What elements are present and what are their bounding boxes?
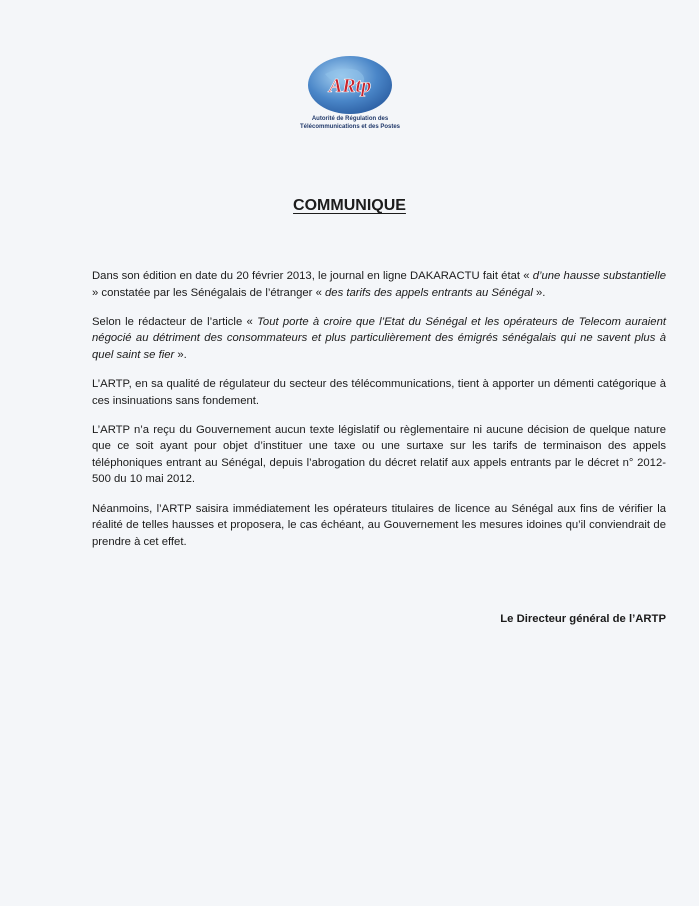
signature: Le Directeur général de l’ARTP — [500, 613, 666, 625]
globe-logo-icon — [305, 54, 395, 116]
paragraph-5: Néanmoins, l’ARTP saisira immédiatement les opérateurs titulaires de licence au Sénégal aux fins de vérifier la réalité de telles hausses et proposera, le cas échéant, au Gouvernement les mesures idoines qu’il conviendrait de prendre à cet effet. — [92, 502, 666, 548]
paragraph-1 — [92, 268, 666, 301]
p1-quote-1: d’une hausse substantielle — [532, 270, 666, 282]
paragraph-3: L’ARTP, en sa qualité de régulateur du secteur des télécommunications, tient à apporter un démenti catégorique à ces insinuations sans fondement. — [92, 377, 666, 407]
p2-text-c: ». — [174, 348, 187, 361]
p1-text-a: Dans son édition en date du 20 février 2013, le journal en ligne DAKARACTU fait état « — [92, 270, 533, 282]
p2-text-a: Selon le rédacteur de l’article « — [92, 315, 258, 328]
logo-caption-line2: Télécommunications et des Postes — [299, 124, 401, 130]
logo-caption — [285, 115, 415, 131]
document-title — [0, 197, 699, 215]
p1-text-e: ». — [532, 286, 546, 299]
p1-text-c: » constatée par les Sénégalais de l’étranger « — [92, 286, 325, 299]
document-body — [92, 268, 666, 563]
paragraph-4: L’ARTP n’a reçu du Gouvernement aucun texte législatif ou règlementaire ni aucune décision de quelque nature que ce soit ayant pour objet d’instituer une taxe ou une surtaxe sur les tarifs de terminaison des appels téléphoniques entrant au Sénégal, depuis l’abrogation du décret relatif aux appels entrants par le décret n° 2012-500 du 10 mai 2012. — [92, 423, 666, 486]
svg-text:ARtp: ARtp — [328, 75, 372, 97]
p1-quote-2: des tarifs des appels entrants au Sénégal — [325, 286, 533, 299]
logo-caption-line1: Autorité de Régulation des — [311, 116, 389, 122]
p2-quote: Tout porte à croire que l’Etat du Sénégal et les opérateurs de Telecom auraient négocié au détriment des consommateurs et plus particulièrement des émigrés sénégalais qui ne savent plus à quel saint se fier — [92, 315, 666, 361]
paragraph-2 — [92, 314, 666, 364]
title-text: COMMUNIQUE — [293, 197, 406, 214]
